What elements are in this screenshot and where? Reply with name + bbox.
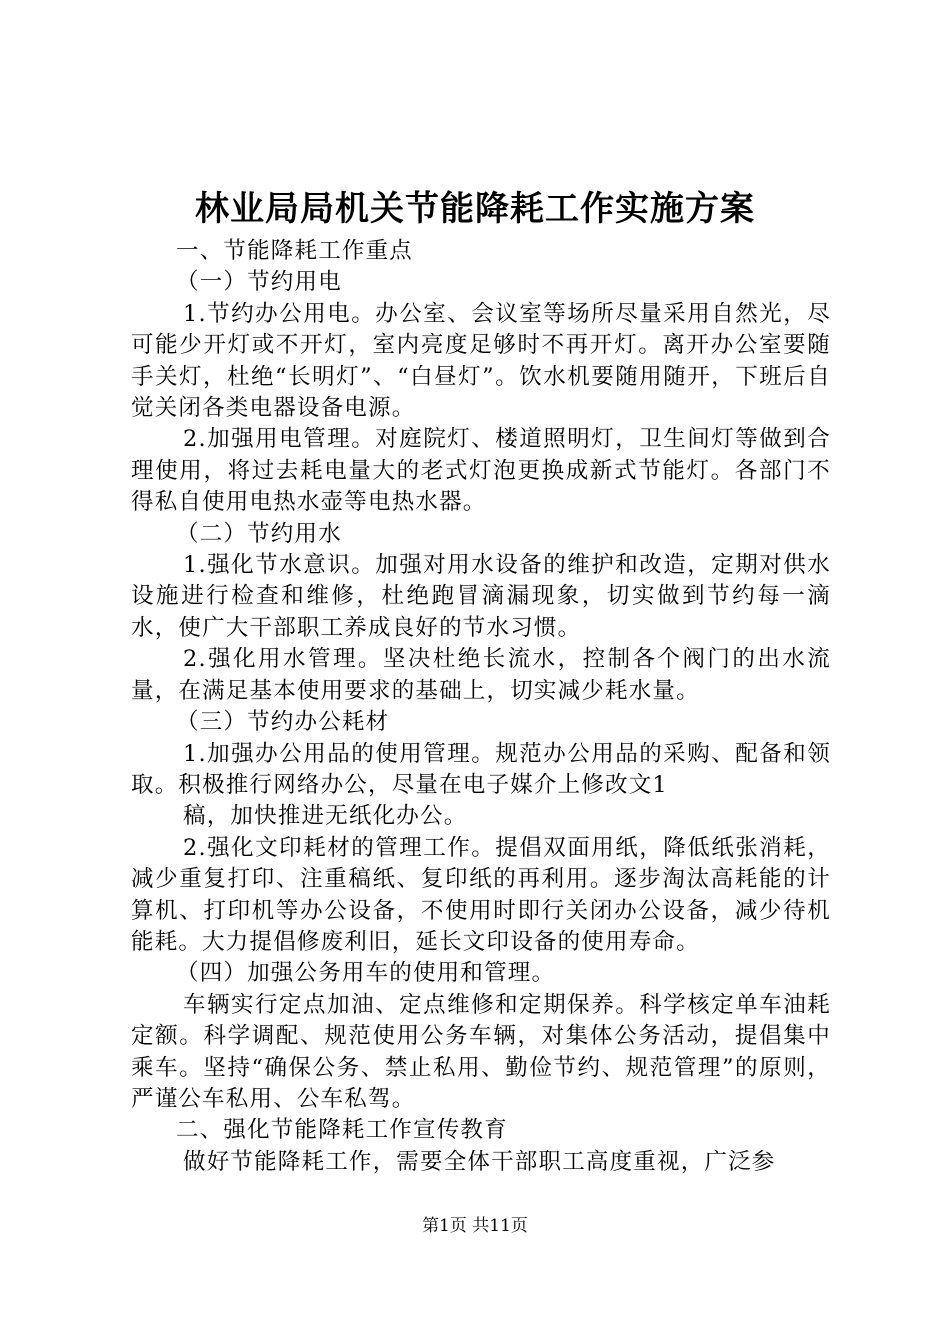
body-paragraph: 2.强化用水管理。坚决杜绝长流水，控制各个阀门的出水流量，在满足基本使用要求的基础上，切实减少耗水量。 xyxy=(131,646,831,704)
body-paragraph: 2.强化文印耗材的管理工作。提倡双面用纸，降低纸张消耗，减少重复打印、注重稿纸、复印纸的再利用。逐步淘汰高耗能的计算机、打印机等办公设备，不使用时即行关闭办公设备，减少待机能耗。大力提倡修废利旧，延长文印设备的使用寿命。 xyxy=(131,834,831,955)
body-paragraph: 1.强化节水意识。加强对用水设备的维护和改造，定期对供水设施进行检查和维修，杜绝跑冒滴漏现象，切实做到节约每一滴水，使广大干部职工养成良好的节水习惯。 xyxy=(131,552,831,641)
body-paragraph: 2.加强用电管理。对庭院灯、楼道照明灯，卫生间灯等做到合理使用，将过去耗电量大的老式灯泡更换成新式节能灯。各部门不得私自使用电热水壶等电热水器。 xyxy=(131,426,831,516)
document-title: 林业局局机关节能降耗工作实施方案 xyxy=(195,189,755,229)
page-number-footer: 第1页 共11页 xyxy=(422,1216,528,1236)
body-paragraph: 1.加强办公用品的使用管理。规范办公用品的采购、配备和领取。积极推行网络办公，尽量在电子媒介上修改文1 xyxy=(131,740,831,798)
body-paragraph: 1.节约办公用电。办公室、会议室等场所尽量采用自然光，尽可能少开灯或不开灯，室内亮度足够时不再开灯。离开办公室要随手关灯，杜绝“长明灯”、“白昼灯”。饮水机要随用随开，下班后自觉关闭各类电器设备电源。 xyxy=(131,300,831,422)
section-heading: 一、节能降耗工作重点 xyxy=(176,238,414,264)
subsection-heading: （二）节约用水 xyxy=(176,520,342,547)
document-body xyxy=(131,236,831,1178)
body-paragraph: 稿，加快推进无纸化办公。 xyxy=(183,803,468,830)
body-paragraph: 做好节能降耗工作，需要全体干部职工高度重视，广泛参 xyxy=(183,1148,776,1175)
subsection-heading: （四）加强公务用车的使用和管理。 xyxy=(176,960,556,987)
section-heading: 二、强化节能降耗工作宣传教育 xyxy=(176,1117,508,1144)
subsection-heading: （一）节约用电 xyxy=(176,269,342,296)
body-paragraph: 车辆实行定点加油、定点维修和定期保养。科学核定单车油耗定额。科学调配、规范使用公务车辆，对集体公务活动，提倡集中乘车。坚持“确保公务、禁止私用、勤俭节约、规范管理”的原则，严谨公车私用、公车私驾。 xyxy=(131,991,831,1112)
subsection-heading: （三）节约办公耗材 xyxy=(176,709,390,736)
